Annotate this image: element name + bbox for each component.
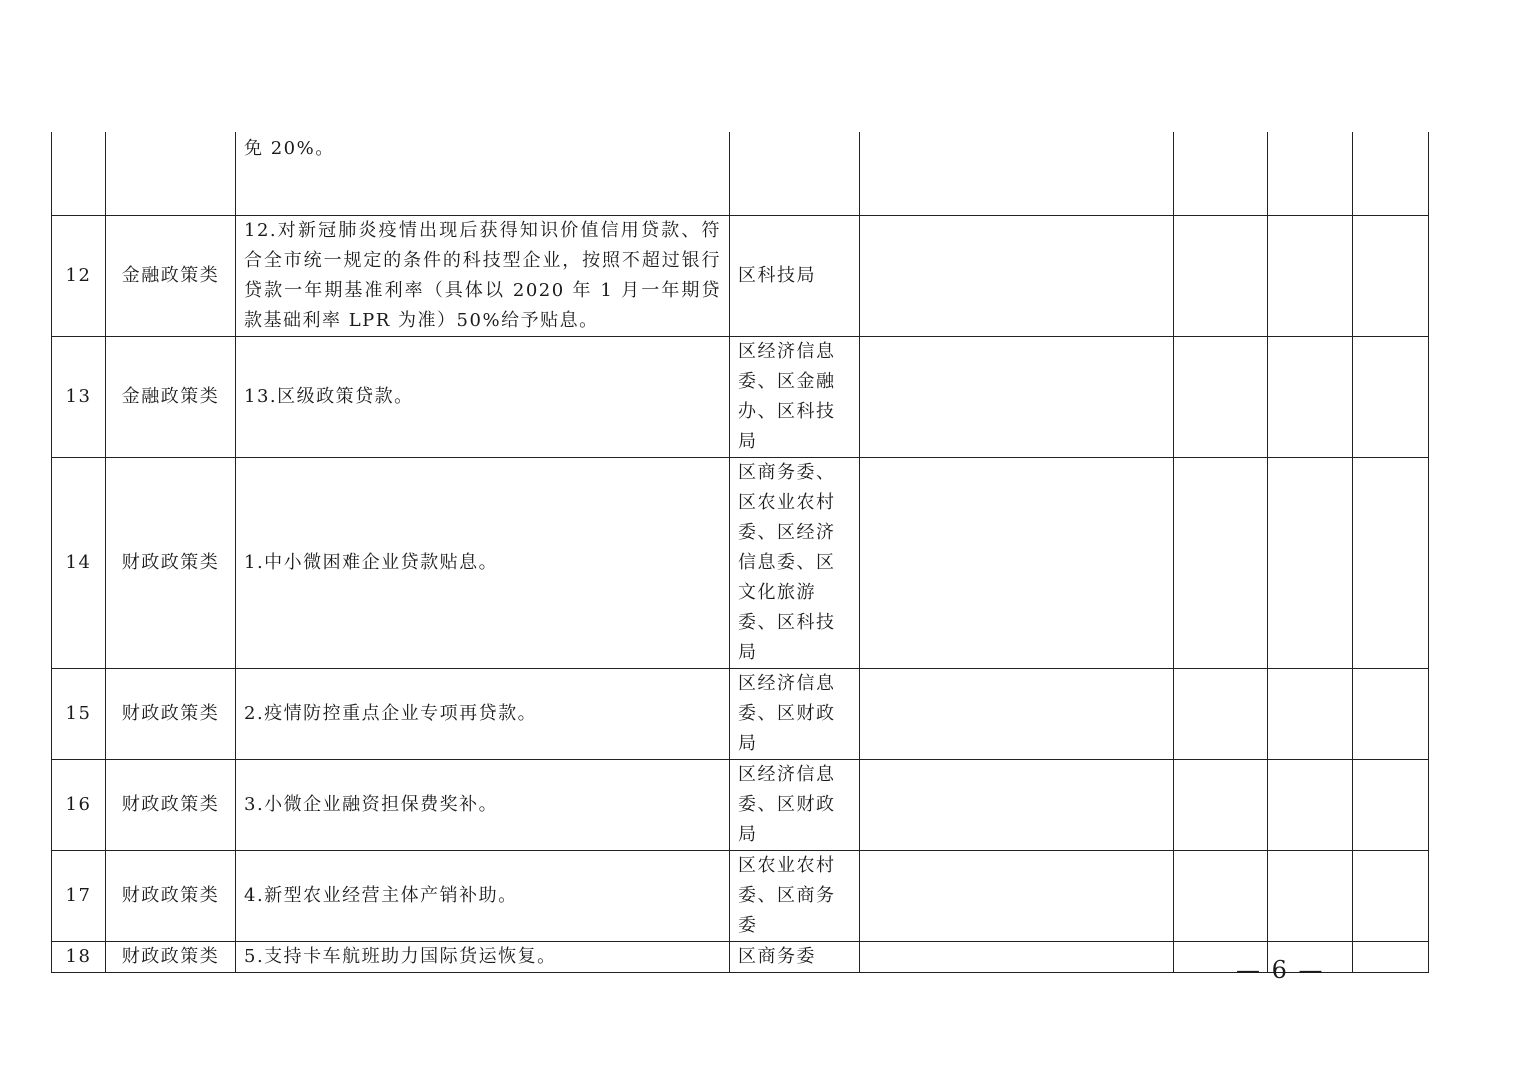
table-row <box>52 132 1429 215</box>
policy-category <box>106 132 236 215</box>
table-row <box>52 668 1429 759</box>
policy-content: 5.支持卡车航班助力国际货运恢复。 <box>236 941 730 972</box>
responsible-department: 区经济信息委、区财政局 <box>730 759 860 850</box>
blank-cell <box>1174 132 1268 215</box>
responsible-department: 区商务委 <box>730 941 860 972</box>
policy-category: 财政政策类 <box>106 850 236 941</box>
blank-cell <box>1174 850 1268 941</box>
blank-cell <box>1268 336 1353 457</box>
blank-cell <box>1353 850 1429 941</box>
blank-cell <box>1174 336 1268 457</box>
blank-cell <box>860 215 1174 336</box>
blank-cell <box>1268 668 1353 759</box>
row-number: 17 <box>52 850 106 941</box>
blank-cell <box>1353 941 1429 972</box>
blank-cell <box>1268 850 1353 941</box>
policy-category: 财政政策类 <box>106 668 236 759</box>
policy-category: 财政政策类 <box>106 941 236 972</box>
blank-cell <box>1353 759 1429 850</box>
row-number: 15 <box>52 668 106 759</box>
table-row <box>52 850 1429 941</box>
row-number: 12 <box>52 215 106 336</box>
table-row <box>52 215 1429 336</box>
blank-cell <box>860 336 1174 457</box>
blank-cell <box>1268 759 1353 850</box>
responsible-department: 区商务委、区农业农村委、区经济信息委、区文化旅游委、区科技局 <box>730 457 860 668</box>
blank-cell <box>1353 215 1429 336</box>
policy-content: 3.小微企业融资担保费奖补。 <box>236 759 730 850</box>
blank-cell <box>860 759 1174 850</box>
table-row <box>52 941 1429 972</box>
policy-category: 金融政策类 <box>106 336 236 457</box>
blank-cell <box>1268 132 1353 215</box>
blank-cell <box>1353 457 1429 668</box>
row-number <box>52 132 106 215</box>
policy-category: 金融政策类 <box>106 215 236 336</box>
blank-cell <box>1174 759 1268 850</box>
policy-content: 12.对新冠肺炎疫情出现后获得知识价值信用贷款、符合全市统一规定的条件的科技型企业，按照不超过银行贷款一年期基准利率（具体以 2020 年 1 月一年期贷款基础利率 LPR 为准）50%给予贴息。 <box>236 215 730 336</box>
table-row <box>52 336 1429 457</box>
row-number: 16 <box>52 759 106 850</box>
responsible-department: 区农业农村委、区商务委 <box>730 850 860 941</box>
row-number: 14 <box>52 457 106 668</box>
blank-cell <box>860 457 1174 668</box>
responsible-department: 区经济信息委、区财政局 <box>730 668 860 759</box>
blank-cell <box>1174 457 1268 668</box>
responsible-department <box>730 132 860 215</box>
table-row <box>52 759 1429 850</box>
policy-category: 财政政策类 <box>106 457 236 668</box>
responsible-department: 区经济信息委、区金融办、区科技局 <box>730 336 860 457</box>
policy-content: 13.区级政策贷款。 <box>236 336 730 457</box>
row-number: 18 <box>52 941 106 972</box>
policy-content: 2.疫情防控重点企业专项再贷款。 <box>236 668 730 759</box>
responsible-department: 区科技局 <box>730 215 860 336</box>
blank-cell <box>1268 215 1353 336</box>
policy-content: 1.中小微困难企业贷款贴息。 <box>236 457 730 668</box>
policy-table <box>51 132 1429 973</box>
blank-cell <box>860 941 1174 972</box>
policy-category: 财政政策类 <box>106 759 236 850</box>
blank-cell <box>1174 215 1268 336</box>
blank-cell <box>860 132 1174 215</box>
page-number: — 6 — <box>1236 956 1325 984</box>
blank-cell <box>1353 668 1429 759</box>
blank-cell <box>860 668 1174 759</box>
blank-cell <box>1353 132 1429 215</box>
table-row <box>52 457 1429 668</box>
row-number: 13 <box>52 336 106 457</box>
blank-cell <box>1353 336 1429 457</box>
blank-cell <box>860 850 1174 941</box>
policy-content: 4.新型农业经营主体产销补助。 <box>236 850 730 941</box>
blank-cell <box>1268 457 1353 668</box>
blank-cell <box>1174 668 1268 759</box>
policy-content: 免 20%。 <box>236 132 730 215</box>
